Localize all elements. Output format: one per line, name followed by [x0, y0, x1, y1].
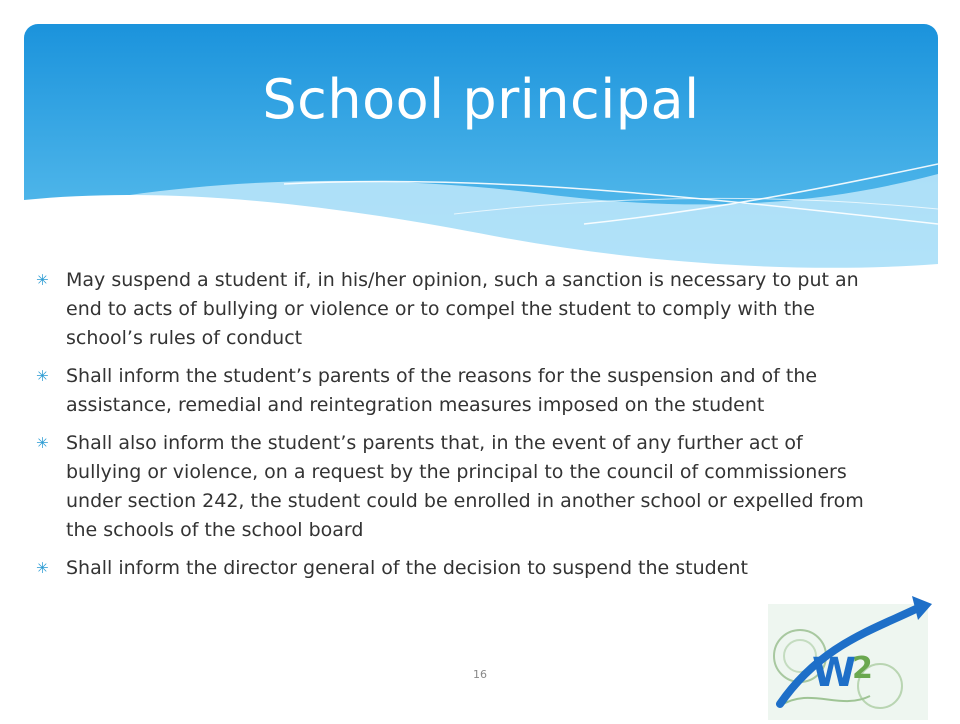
header-banner	[24, 24, 938, 274]
asterisk-bullet-icon: ✳	[36, 271, 49, 289]
bullet-item	[36, 266, 876, 353]
svg-text:2: 2	[852, 651, 873, 686]
slide-title: School principal	[262, 68, 700, 131]
w2-arrow-logo-icon	[760, 586, 936, 720]
bullet-text: May suspend a student if, in his/her opinion, such a sanction is necessary to put an end to acts of bullying or violence or to compel the student to comply with the school’s rules of conduct	[66, 269, 859, 349]
bullet-text: Shall inform the student’s parents of the reasons for the suspension and of the assistance, remedial and reintegration measures imposed on the student	[66, 365, 818, 416]
asterisk-bullet-icon: ✳	[36, 559, 49, 577]
header-wave-graphic	[24, 24, 938, 274]
bullet-item	[36, 429, 876, 545]
bullet-item	[36, 362, 876, 420]
bullet-text: Shall also inform the student’s parents that, in the event of any further act of bullying or violence, on a request by the principal to the council of commissioners under section 242, the student could be enrolled in another school or expelled from the schools of the school board	[66, 432, 864, 541]
bullet-list	[36, 266, 876, 592]
bullet-text: Shall inform the director general of the decision to suspend the student	[66, 557, 748, 579]
asterisk-bullet-icon: ✳	[36, 367, 49, 385]
svg-text:W: W	[812, 650, 857, 696]
page-number: 16	[473, 668, 487, 681]
asterisk-bullet-icon: ✳	[36, 434, 49, 452]
bullet-item	[36, 554, 876, 583]
